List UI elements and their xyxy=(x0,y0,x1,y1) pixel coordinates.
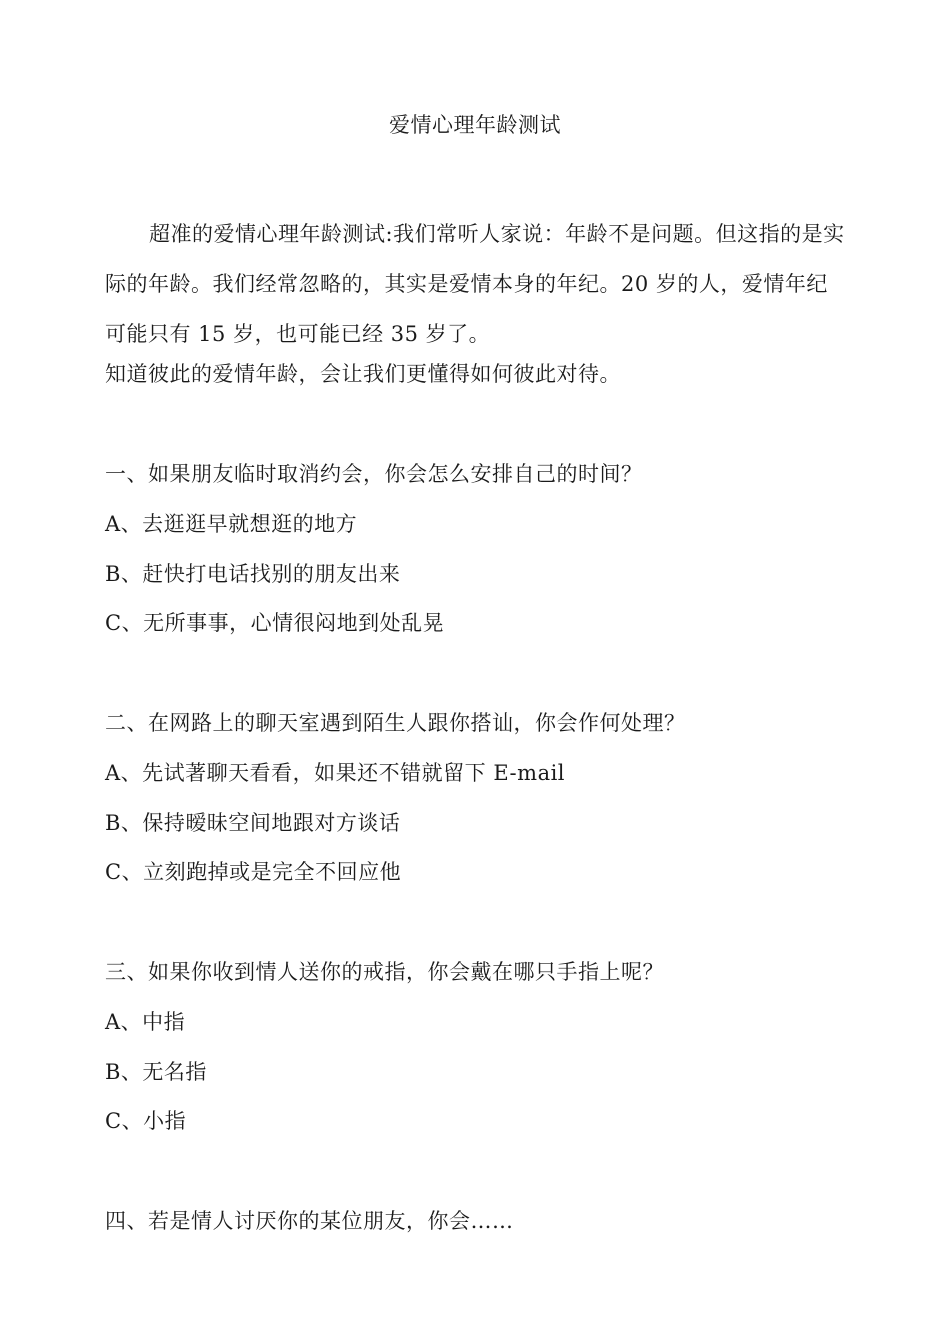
document-title: 爱情心理年龄测试 xyxy=(389,113,561,137)
question-2-option-b: B、保持暧昧空间地跟对方谈话 xyxy=(105,811,401,835)
question-1-option-b: B、赶快打电话找别的朋友出来 xyxy=(105,562,401,586)
question-1-option-c: C、无所事事，心情很闷地到处乱晃 xyxy=(105,611,445,635)
intro-paragraph-2: 知道彼此的爱情年龄，会让我们更懂得如何彼此对待。 xyxy=(105,362,621,386)
question-2-option-a: A、先试著聊天看看，如果还不错就留下 E-mail xyxy=(105,761,566,785)
question-2-option-c: C、立刻跑掉或是完全不回应他 xyxy=(105,860,402,884)
question-3-option-a: A、中指 xyxy=(105,1010,186,1034)
question-3-option-c: C、小指 xyxy=(105,1109,187,1133)
question-4: 四、若是情人讨厌你的某位朋友，你会…… xyxy=(105,1209,514,1233)
intro-paragraph: 超准的爱情心理年龄测试:我们常听人家说：年龄不是问题。但这指的是实际的年龄。我们经常忽略的，其实是爱情本身的年纪。20 岁的人，爱情年纪可能只有 15 岁，也可能已经 35 岁了。 xyxy=(105,222,845,346)
question-1: 一、如果朋友临时取消约会，你会怎么安排自己的时间？ xyxy=(105,462,643,486)
question-3-option-b: B、无名指 xyxy=(105,1060,207,1084)
question-2: 二、在网路上的聊天室遇到陌生人跟你搭讪，你会作何处理？ xyxy=(105,711,686,735)
question-3: 三、如果你收到情人送你的戒指，你会戴在哪只手指上呢？ xyxy=(105,960,664,984)
question-1-option-a: A、去逛逛早就想逛的地方 xyxy=(105,512,358,536)
